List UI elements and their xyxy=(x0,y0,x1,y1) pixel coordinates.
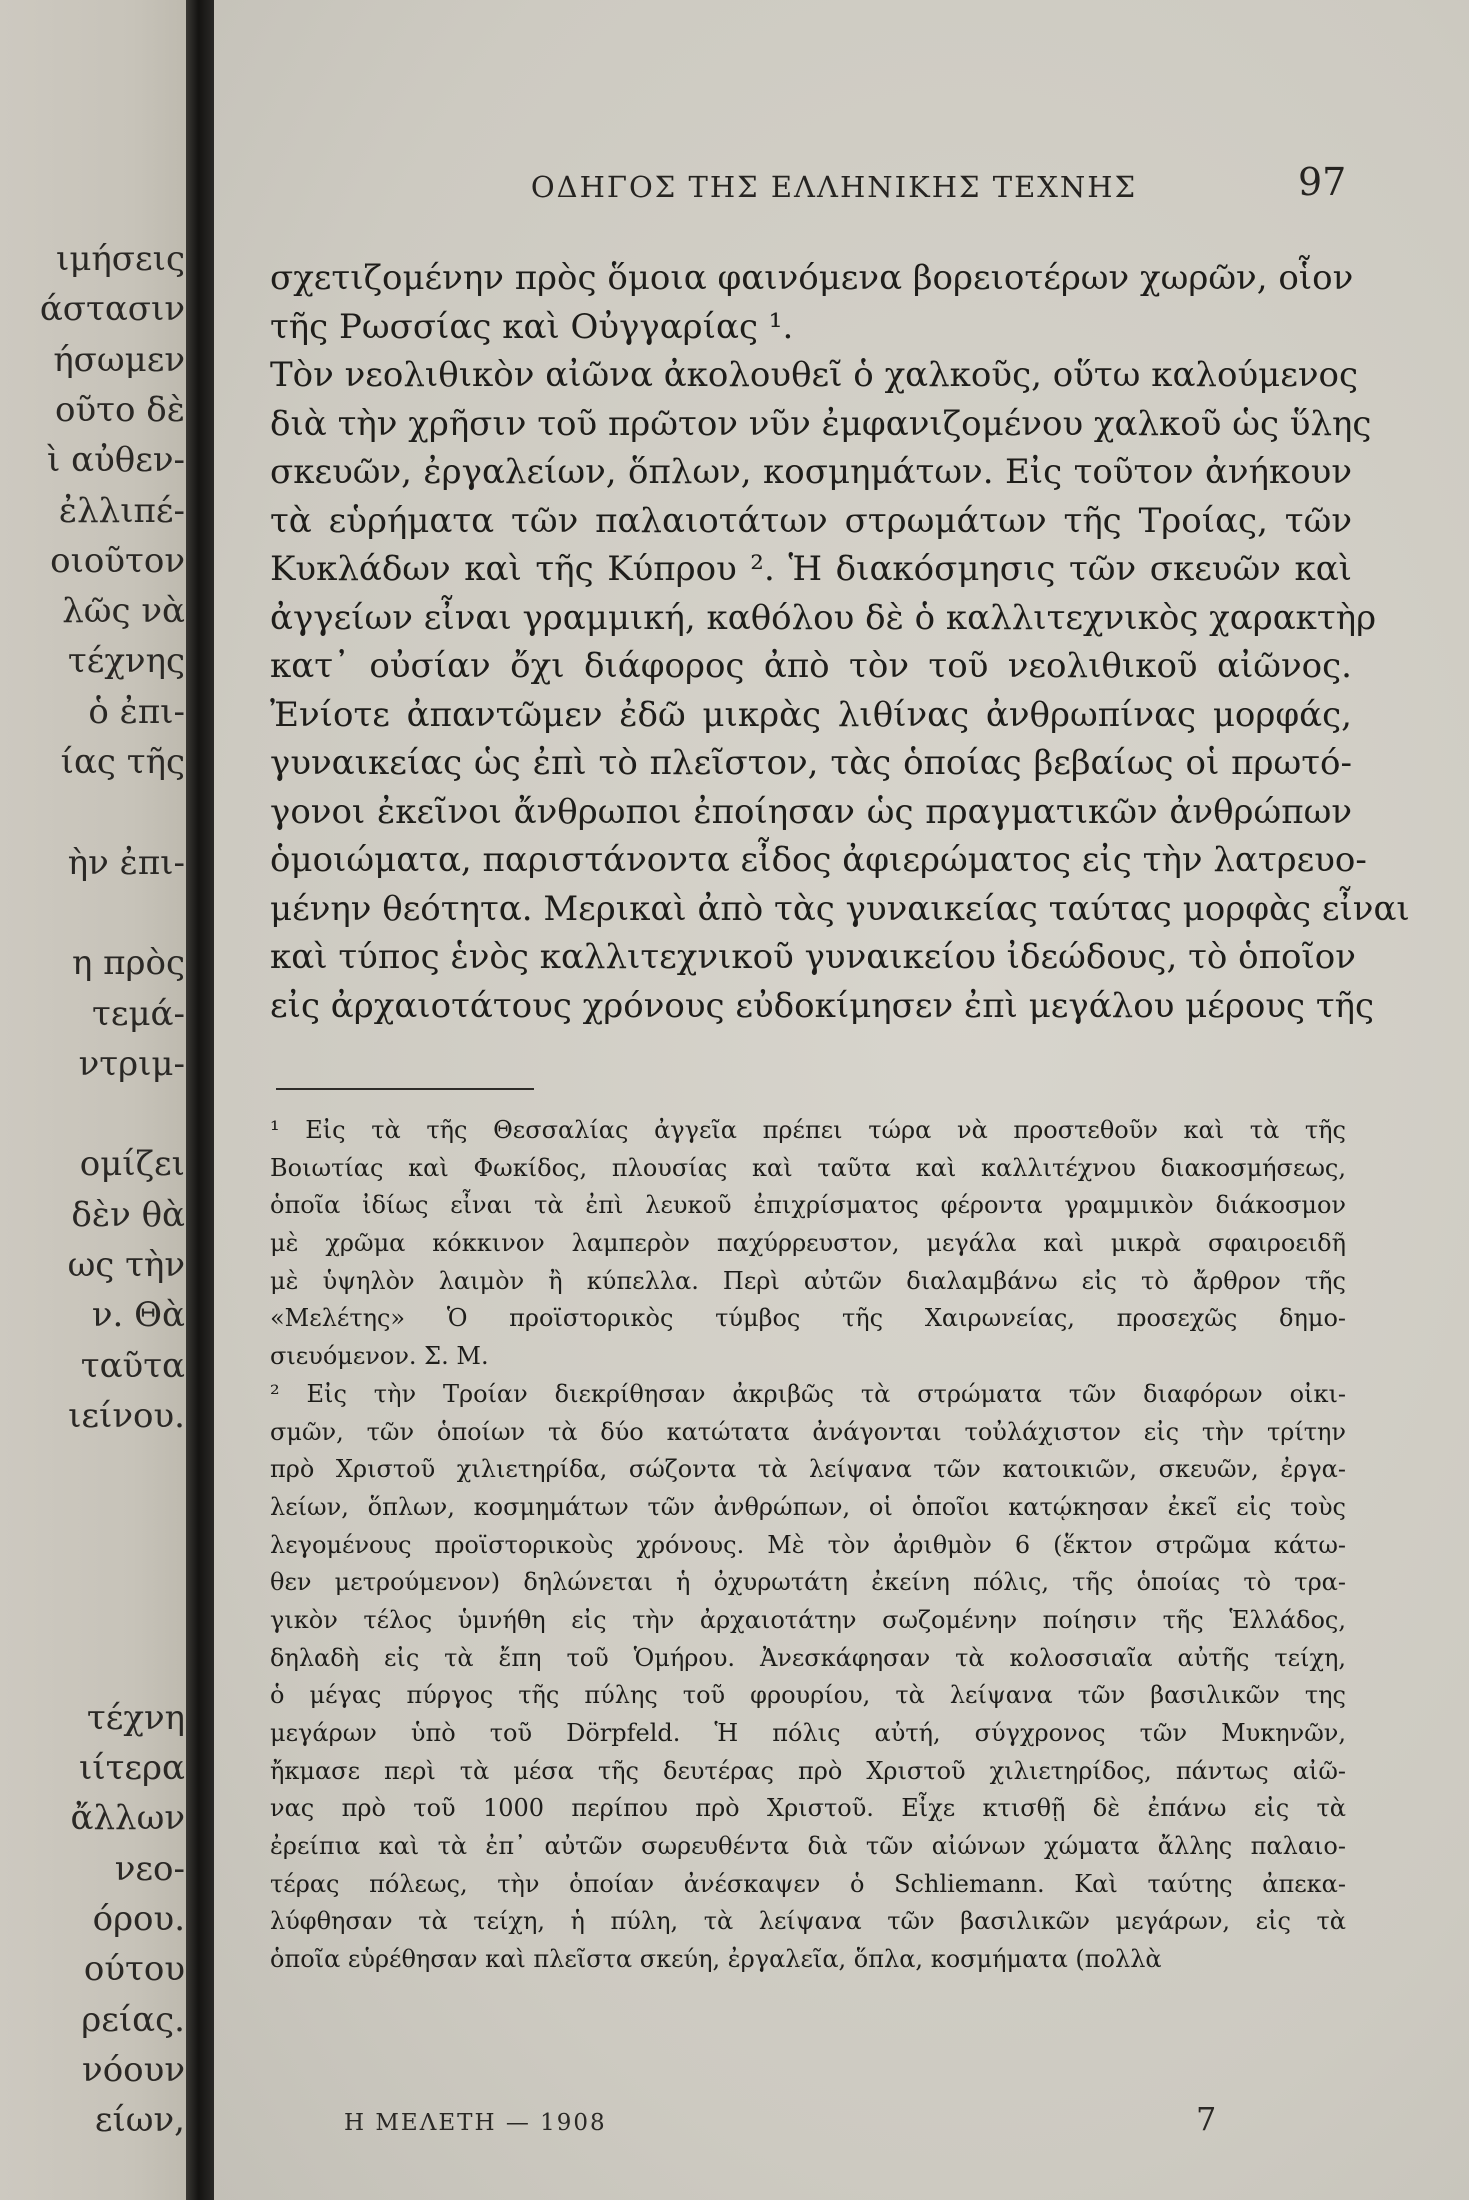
previous-page-text-fragment: ήσωμεν xyxy=(53,339,185,380)
body-text-line: γυναικείας ὡς ἐπὶ τὸ πλεῖστον, τὰς ὁποίας βεβαίως οἱ πρωτό- xyxy=(270,743,1352,783)
previous-page-text-fragment: νεο- xyxy=(114,1848,185,1889)
footnotes xyxy=(270,1112,1346,1979)
previous-page-text-fragment: ούτου xyxy=(83,1949,185,1990)
footnote-line: δηλαδὴ εἰς τὰ ἔπη τοῦ Ὁμήρου. Ἀνεσκάφησαν τὰ κολοσσιαῖα αὐτῆς τείχη, xyxy=(270,1643,1346,1672)
previous-page-text-fragment: ομίζει xyxy=(79,1144,185,1185)
previous-page-text-fragment: ταῦτα xyxy=(80,1345,185,1386)
body-text-line: ὁμοιώματα, παριστάνοντα εἶδος ἀφιερώματος εἰς τὴν λατρευο- xyxy=(270,840,1367,880)
footnote-line: μεγάρων ὑπὸ τοῦ Dörpfeld. Ἡ πόλις αὐτή, σύγχρονος τῶν Μυκηνῶν, xyxy=(270,1719,1346,1747)
previous-page-text-fragment: ως τὴν xyxy=(67,1245,185,1285)
previous-page-text-fragment: άστασιν xyxy=(39,289,185,330)
body-text-line: εἰς ἀρχαιοτάτους χρόνους εὐδοκίμησεν ἐπὶ μεγάλου μέρους τῆς xyxy=(270,985,1375,1026)
book-gutter xyxy=(186,0,214,2200)
previous-page-text-fragment: ντριμ- xyxy=(78,1043,185,1084)
footnote-line: ὁποῖα ἰδίως εἶναι τὰ ἐπὶ λευκοῦ ἐπιχρίσματος φέροντα γραμμικὸν διάκοσμον xyxy=(270,1191,1346,1220)
previous-page-text-fragment: ιίτερα xyxy=(78,1748,185,1788)
body-text-line: σχετιζομένην πρὸς ὅμοια φαινόμενα βορειοτέρων χωρῶν, οἷον xyxy=(270,258,1354,298)
body-text-line: ἀγγείων εἶναι γραμμική, καθόλου δὲ ὁ καλλιτεχνικὸς χαρακτὴρ xyxy=(270,597,1377,638)
footnote-line: σμῶν, τῶν ὁποίων τὰ δύο κατώτατα ἀνάγονται τοὐλάχιστον εἰς τὴν τρίτην xyxy=(270,1417,1346,1446)
previous-page-text-fragment: λῶς νὰ xyxy=(62,591,185,632)
footnote-line: ἐρείπια καὶ τὰ ἐπ᾽ αὐτῶν σωρευθέντα διὰ τῶν αἰώνων χώματα ἄλλης παλαιο- xyxy=(270,1832,1346,1861)
previous-page-text-fragment: ν. Θὰ xyxy=(91,1295,185,1336)
footnote-line: μὲ χρῶμα κόκκινον λαμπερὸν παχύρρευστον, μεγάλα καὶ μικρὰ σφαιροειδῆ xyxy=(270,1229,1346,1258)
footnote-line: ὁ μέγας πύργος τῆς πύλης τοῦ φρουρίου, τὰ λείψανα τῶν βασιλικῶν της xyxy=(270,1681,1346,1710)
previous-page-text-fragment: η πρὸς xyxy=(71,943,185,984)
previous-page-text-fragment: είων, xyxy=(94,2100,185,2141)
previous-page-text-fragment: νόουν xyxy=(82,2049,185,2090)
previous-page-text-fragment: τέχνης xyxy=(67,641,185,682)
previous-page-text-fragment: τεμά- xyxy=(92,993,185,1034)
previous-page-text-fragment: ὴν ἐπι- xyxy=(67,842,185,883)
previous-page-text-fragment: τέχνη xyxy=(86,1697,185,1738)
footnote-line: Βοιωτίας καὶ Φωκίδος, πλουσίας καὶ ταῦτα καὶ καλλιτέχνου διακοσμήσεως, xyxy=(270,1153,1346,1182)
body-text-line: τὰ εὑρήματα τῶν παλαιοτάτων στρωμάτων τῆς Τροίας, τῶν xyxy=(270,500,1352,541)
page-number: 97 xyxy=(1298,160,1347,204)
footnote-line: ¹ Εἰς τὰ τῆς Θεσσαλίας ἀγγεῖα πρέπει τώρα νὰ προστεθοῦν καὶ τὰ τῆς xyxy=(270,1116,1346,1144)
footnote-line: θεν μετρούμενον) δηλώνεται ἡ ὀχυρωτάτη ἐκείνη πόλις, τῆς ὁποίας τὸ τρα- xyxy=(270,1568,1346,1597)
previous-page-text-fragment: ὶ αὐθεν- xyxy=(46,440,185,481)
footnote-line: ὁποῖα εὑρέθησαν καὶ πλεῖστα σκεύη, ἐργαλεῖα, ὅπλα, κοσμήματα (πολλὰ xyxy=(270,1945,1162,1974)
previous-page-text-fragment: ρείας. xyxy=(81,1999,185,2040)
body-text-line: σκευῶν, ἐργαλείων, ὅπλων, κοσμημάτων. Εἰς τοῦτον ἀνήκουν xyxy=(270,452,1352,492)
body-text-line: μένην θεότητα. Μερικαὶ ἀπὸ τὰς γυναικείας ταύτας μορφὰς εἶναι xyxy=(270,888,1410,929)
signature-mark: 7 xyxy=(1196,2100,1217,2138)
footnote-line: νας πρὸ τοῦ 1000 περίπου πρὸ Χριστοῦ. Εἶχε κτισθῇ δὲ ἐπάνω εἰς τὰ xyxy=(270,1794,1346,1823)
previous-page-text-fragment: όρου. xyxy=(92,1898,185,1939)
footnote-line: ² Εἰς τὴν Τροίαν διεκρίθησαν ἀκριβῶς τὰ στρώματα τῶν διαφόρων οἰκι- xyxy=(270,1379,1346,1408)
previous-page-text-fragment: ἄλλων xyxy=(70,1798,185,1839)
previous-page-text-fragment: οιοῦτον xyxy=(50,540,185,581)
footnote-line: ἤκμασε περὶ τὰ μέσα τῆς δευτέρας πρὸ Χριστοῦ χιλιετηρίδος, πάντως αἰῶ- xyxy=(270,1756,1346,1785)
footnote-line: «Μελέτης» Ὁ προϊστορικὸς τύμβος τῆς Χαιρωνείας, προσεχῶς δημο- xyxy=(270,1304,1346,1333)
previous-page-fragment xyxy=(0,0,190,2200)
footnote-line: λεγομένους προϊστορικοὺς χρόνους. Μὲ τὸν ἀριθμὸν 6 (ἕκτον στρῶμα κάτω- xyxy=(270,1530,1346,1559)
book-page xyxy=(214,0,1469,2200)
body-text-line: καὶ τύπος ἑνὸς καλλιτεχνικοῦ γυναικείου ἰδεώδους, τὸ ὁποῖον xyxy=(270,937,1356,977)
body-text-line: κατ᾽ οὐσίαν ὄχι διάφορος ἀπὸ τὸν τοῦ νεολιθικοῦ αἰῶνος. xyxy=(270,646,1352,686)
footnote-line: πρὸ Χριστοῦ χιλιετηρίδα, σώζοντα τὰ λείψανα τῶν κατοικιῶν, σκευῶν, ἐργα- xyxy=(270,1455,1346,1484)
footnote-line: σιευόμενον. Σ. Μ. xyxy=(270,1342,489,1371)
footnote-line: τέρας πόλεως, τὴν ὁποίαν ἀνέσκαψεν ὁ Schliemann. Καὶ ταύτης ἀπεκα- xyxy=(270,1869,1346,1898)
body-text-line: Κυκλάδων καὶ τῆς Κύπρου ². Ἡ διακόσμησις τῶν σκευῶν καὶ xyxy=(270,549,1352,589)
body-text-line: διὰ τὴν χρῆσιν τοῦ πρῶτον νῦν ἐμφανιζομένου χαλκοῦ ὡς ὕλης xyxy=(270,403,1372,444)
footnote-line: λύφθησαν τὰ τείχη, ἡ πύλη, τὰ λείψανα τῶν βασιλικῶν μεγάρων, εἰς τὰ xyxy=(270,1907,1346,1936)
body-text-line: γονοι ἐκεῖνοι ἄνθρωποι ἐποίησαν ὡς πραγματικῶν ἀνθρώπων xyxy=(270,791,1352,832)
body-text-line: Τὸν νεολιθικὸν αἰῶνα ἀκολουθεῖ ὁ χαλκοῦς, οὕτω καλούμενος xyxy=(270,355,1358,395)
previous-page-text-fragment: δὲν θὰ xyxy=(71,1194,185,1235)
footnote-separator xyxy=(276,1088,534,1090)
footnote-line: λείων, ὅπλων, κοσμημάτων τῶν ἀνθρώπων, οἱ ὁποῖοι κατῴκησαν ἐκεῖ εἰς τοὺς xyxy=(270,1492,1346,1521)
previous-page-text-fragment: ὁ ἐπι- xyxy=(88,691,185,732)
previous-page-text-fragment: ιείνου. xyxy=(68,1395,185,1436)
footer-signature: Η ΜΕΛΕΤΗ — 1908 xyxy=(344,2110,607,2136)
body-text-line: τῆς Ρωσσίας καὶ Οὐγγαρίας ¹. xyxy=(270,306,794,347)
previous-page-text-fragment: ἐλλιπέ- xyxy=(58,490,185,531)
previous-page-text-fragment: οῦτο δὲ xyxy=(55,389,185,430)
previous-page-text-fragment: ίας τῆς xyxy=(60,742,185,782)
footnote-line: μὲ ὑψηλὸν λαιμὸν ἢ κύπελλα. Περὶ αὐτῶν διαλαμβάνω εἰς τὸ ἄρθρον τῆς xyxy=(270,1266,1346,1295)
body-text xyxy=(270,254,1410,1030)
previous-page-text-fragment: ιμήσεις xyxy=(56,239,185,279)
footnote-line: γικὸν τέλος ὑμνήθη εἰς τὴν ἀρχαιοτάτην σωζομένην ποίησιν τῆς Ἑλλάδος, xyxy=(270,1605,1346,1634)
body-text-line: Ἐνίοτε ἀπαντῶμεν ἐδῶ μικρὰς λιθίνας ἀνθρωπίνας μορφάς, xyxy=(270,694,1352,735)
running-head: ΟΔΗΓΟΣ ΤΗΣ ΕΛΛΗΝΙΚΗΣ ΤΕΧΝΗΣ xyxy=(530,170,1138,204)
